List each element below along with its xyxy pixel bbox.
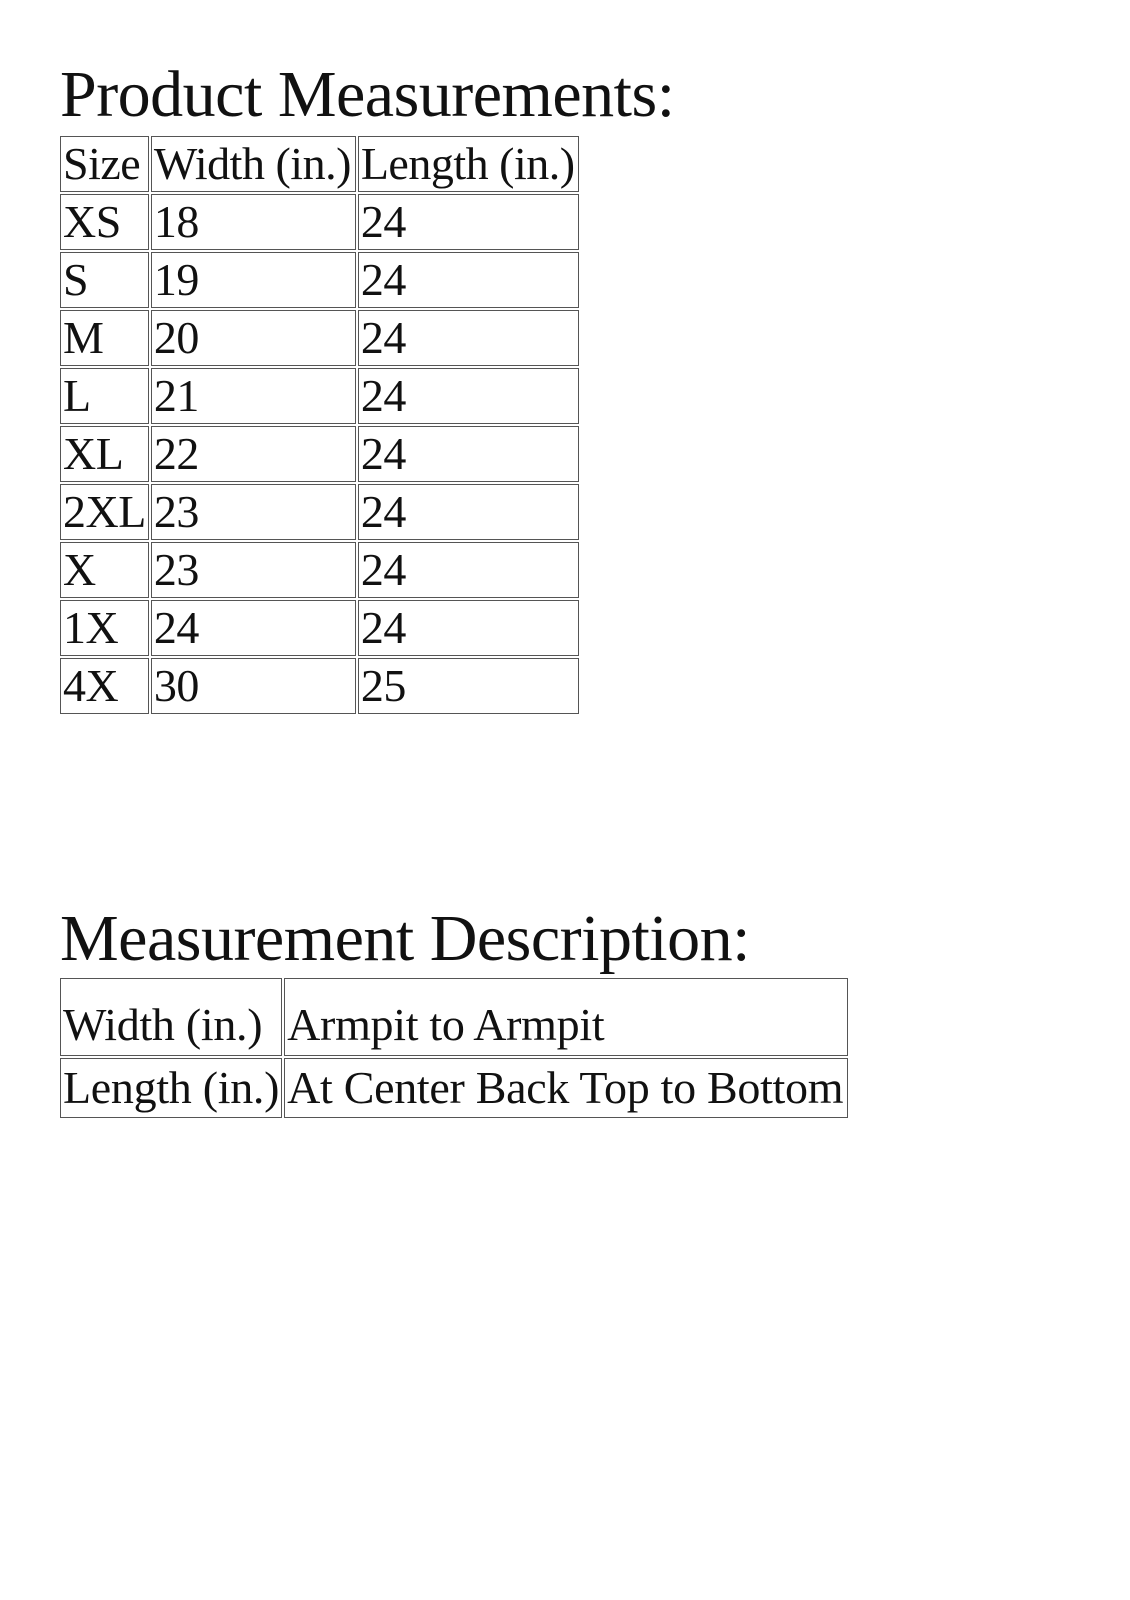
length-cell: 24 (358, 310, 579, 366)
width-cell: 23 (151, 484, 356, 540)
width-cell: 20 (151, 310, 356, 366)
table-row (60, 368, 579, 424)
table-row (60, 484, 579, 540)
width-cell: 21 (151, 368, 356, 424)
table-row (60, 1058, 848, 1118)
table-header-row (60, 136, 579, 192)
width-cell: 19 (151, 252, 356, 308)
measurement-description-title: Measurement Description: (60, 902, 750, 975)
header-size: Size (60, 136, 149, 192)
width-cell: 18 (151, 194, 356, 250)
measurement-description-cell: At Center Back Top to Bottom (284, 1058, 848, 1118)
size-cell: 4X (60, 658, 149, 714)
length-cell: 24 (358, 600, 579, 656)
measurement-name-cell: Length (in.) (60, 1058, 282, 1118)
size-cell: X (60, 542, 149, 598)
table-row (60, 542, 579, 598)
width-cell: 23 (151, 542, 356, 598)
size-cell: L (60, 368, 149, 424)
width-cell: 24 (151, 600, 356, 656)
table-row (60, 658, 579, 714)
header-length: Length (in.) (358, 136, 579, 192)
length-cell: 24 (358, 368, 579, 424)
size-cell: 2XL (60, 484, 149, 540)
table-row (60, 310, 579, 366)
size-chart-table (58, 134, 581, 716)
measurement-name-cell: Width (in.) (60, 978, 282, 1056)
length-cell: 25 (358, 658, 579, 714)
length-cell: 24 (358, 194, 579, 250)
table-row (60, 252, 579, 308)
table-row (60, 978, 848, 1056)
width-cell: 30 (151, 658, 356, 714)
size-cell: XS (60, 194, 149, 250)
table-row (60, 194, 579, 250)
size-cell: S (60, 252, 149, 308)
length-cell: 24 (358, 252, 579, 308)
measurement-description-cell: Armpit to Armpit (284, 978, 848, 1056)
measurement-description-table (58, 976, 850, 1120)
product-measurements-title: Product Measurements: (60, 58, 675, 131)
header-width: Width (in.) (151, 136, 356, 192)
size-cell: 1X (60, 600, 149, 656)
width-cell: 22 (151, 426, 356, 482)
size-cell: M (60, 310, 149, 366)
length-cell: 24 (358, 426, 579, 482)
table-row (60, 426, 579, 482)
size-cell: XL (60, 426, 149, 482)
length-cell: 24 (358, 542, 579, 598)
table-row (60, 600, 579, 656)
length-cell: 24 (358, 484, 579, 540)
